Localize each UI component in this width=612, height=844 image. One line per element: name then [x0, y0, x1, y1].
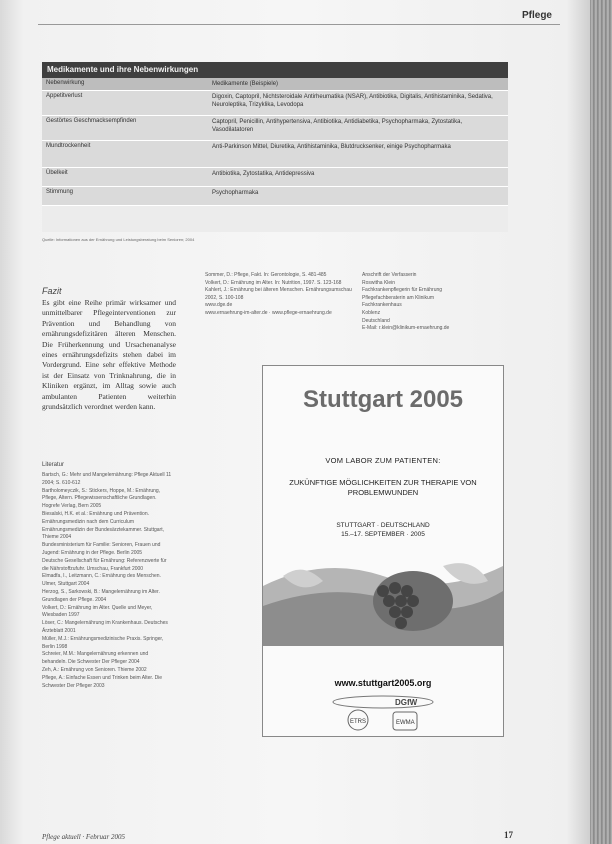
- table-cell-drugs: Captopril, Penicillin, Antihypertensiva, Antibiotika, Antidiabetika, Psychopharmaka, Zytostatika, Vasodilatatoren: [212, 119, 463, 133]
- table-row: [42, 141, 508, 168]
- book-edge: [590, 0, 612, 844]
- author-email[interactable]: E-Mail: r.klein@klinikum-ernaehrung.de: [362, 325, 450, 332]
- grapes-artwork-image: [263, 546, 503, 646]
- reference-link[interactable]: www.ernaehrung-im-alter.de · www.pflege-ernaehrung.de: [205, 309, 332, 316]
- literature-item: Bartholomeyczik, S.: Stickers, Hoppe, M.: Ernährung, Pflege, Altern. Pflegewissenschaftliche Grundlagen. Hogrefe Verlag, Bern 2005: [42, 487, 161, 510]
- literature-item: Schreier, M.M.: Mangelernährung erkennen und behandeln. Die Schwester Der Pfleger 2004: [42, 651, 149, 666]
- table-cell-drugs: Anti-Parkinson Mittel, Diuretika, Antihistaminika, Blutdrucksenker, einige Psychopharmaka: [212, 144, 451, 150]
- table-cell-effect: Übelkeit: [46, 170, 68, 176]
- literature-item: Bartsch, G.: Mehr und Mangelernährung: Pflege Aktuell 11 2004; S. 610-612: [42, 472, 172, 486]
- author-address: [362, 272, 512, 333]
- section-header: Pflege: [521, 10, 552, 21]
- address-line: Fachkrankenhaus: [362, 302, 402, 309]
- literature-item: Löser, C.: Mangelernährung im Krankenhaus. Deutsches Ärzteblatt 2001: [42, 620, 168, 634]
- literature-item: Bundesministerium für Familie: Senioren, Frauen und Jugend: Ernährung in der Pflege. Berlin 2005: [42, 542, 161, 556]
- literature-list: [42, 472, 174, 690]
- ad-place: STUTTGART · DEUTSCHLAND: [336, 522, 430, 529]
- table-cell-effect: Appetitverlust: [46, 93, 83, 99]
- table-title: Medikamente und ihre Nebenwirkungen: [42, 62, 508, 78]
- table-cell-effect: Stimmung: [46, 189, 74, 195]
- literature-heading: Literatur: [42, 462, 65, 468]
- literature-item: Pflege, A.: Einfache Essen und Trinken beim Alter. Die Schwester Der Pfleger 2003: [42, 674, 163, 689]
- journal-footer: Pflege aktuell · Februar 2005: [42, 833, 126, 841]
- literature-item: Biesalski, H.K. et al.: Ernährung und Prävention. Ernährungsmedizin nach dem Curriculum Ernährungsmedizin der Bundesärztekammer. Stuttgart, Thieme 2004: [42, 510, 165, 541]
- literature-item: Elmadfa, I., Leitzmann, C.: Ernährung des Menschen. Ulmer, Stuttgart 2004: [42, 573, 161, 588]
- table-row: [42, 187, 508, 206]
- table-cell-drugs: Digoxin, Captopril, Nichtsteroidale Antirheumatika (NSAR), Antibiotika, Digitalis, Antihistaminika, Sedativa, Neuroleptika, Trizyklika, Levodopa: [212, 94, 493, 108]
- reference-item: Volkert, D.: Ernährung im Alter. In: Nutrition, 1997. S. 123-168: [205, 279, 342, 286]
- header-rule: [38, 24, 560, 25]
- table-cell-drugs: Antibiotika, Zytostatika, Antidepressiva: [212, 171, 315, 177]
- address-line: Deutschland: [362, 317, 390, 324]
- table-col-header: Medikamente (Beispiele): [212, 81, 279, 87]
- ad-dates: 15.–17. SEPTEMBER · 2005: [341, 531, 425, 538]
- table-cell-effect: Gestörtes Geschmacksempfinden: [46, 118, 137, 124]
- address-line: Fachkrankenpflegerin für Ernährung: [362, 287, 443, 294]
- fazit-section: [42, 286, 176, 412]
- reference-link[interactable]: www.dge.de: [205, 302, 233, 309]
- ad-title: Stuttgart 2005: [302, 386, 464, 413]
- address-line: Koblenz: [362, 309, 381, 316]
- references-column: [205, 272, 355, 318]
- literature-item: Deutsche Gesellschaft für Ernährung: Referenzwerte für die Nährstoffzufuhr. Umschau, Frankfurt 2000: [42, 557, 167, 572]
- dgfw-logo: DGfW: [395, 698, 418, 707]
- table-cell-effect: Mundtrockenheit: [46, 143, 91, 149]
- table-row: [42, 91, 508, 116]
- table-col-header: Nebenwirkung: [46, 80, 85, 86]
- literature-item: Müller, M.J.: Ernährungsmedizinische Praxis. Springer, Berlin 1998: [42, 635, 164, 650]
- page-number: 17: [504, 830, 513, 840]
- table-cell-drugs: Psychopharmaka: [212, 190, 259, 196]
- address-line: Pflegefachberaterin am Klinikum: [362, 294, 434, 301]
- medication-table: [42, 62, 508, 232]
- literature-item: Volkert, D.: Ernährung im Alter. Quelle und Meyer, Wiesbaden 1997: [42, 604, 153, 619]
- table-row: [42, 116, 508, 141]
- sponsor-logos: [263, 694, 503, 734]
- literature-item: Zeh, A.: Ernährung von Senioren. Thieme 2002: [42, 666, 147, 673]
- etrs-logo: ETRS: [350, 719, 367, 725]
- conference-advertisement: [262, 365, 504, 737]
- ad-location: [263, 521, 503, 539]
- address-heading: Anschrift der Verfasserin: [362, 272, 417, 278]
- literature-item: Herzog, S., Sarkowski, B.: Mangelernährung im Alter. Grundlagen der Pflege. 2004: [42, 588, 160, 603]
- author-name: Roswitha Klein: [362, 279, 396, 286]
- table-header-row: [42, 78, 508, 91]
- ad-url[interactable]: www.stuttgart2005.org: [334, 678, 432, 688]
- reference-item: Sommer, D.: Pflege, Fakt. In: Gerontologie, S. 481-485: [205, 272, 327, 278]
- table-row: [42, 168, 508, 187]
- ad-subtitle-2: ZUKÜNFTIGE MÖGLICHKEITEN ZUR THERAPIE VON PROBLEMWUNDEN: [289, 478, 477, 497]
- ewma-logo: EWMA: [396, 720, 415, 726]
- table-source: Quelle: Informationen aus der Ernährung und Leistungsberatung beim Senioren; 2004: [42, 237, 195, 242]
- ad-subtitle: VOM LABOR ZUM PATIENTEN:: [325, 456, 441, 465]
- reference-item: Kahlert, J.: Ernährung bei älteren Menschen. Ernährungsumschau 2002, S. 100-108: [205, 287, 352, 301]
- fazit-heading: Fazit: [42, 286, 62, 296]
- fazit-body: Es gibt eine Reihe primär wirksamer und unmittelbarer Pflegeinterventionen zur Prävention und Behandlung von ernährungsdefizitären älteren Menschen. Die Früherkennung und Ursachenanalyse eines ernährungsdefizits stehen dabei im Vordergrund. Eine sehr effektive Methode ist der Einsatz von Trinknahrung, die in Kliniken ergänzt, im Alltag sowie auch ambulanten Patienten weiterhin grundsätzlich verordnet werden kann.: [42, 298, 176, 412]
